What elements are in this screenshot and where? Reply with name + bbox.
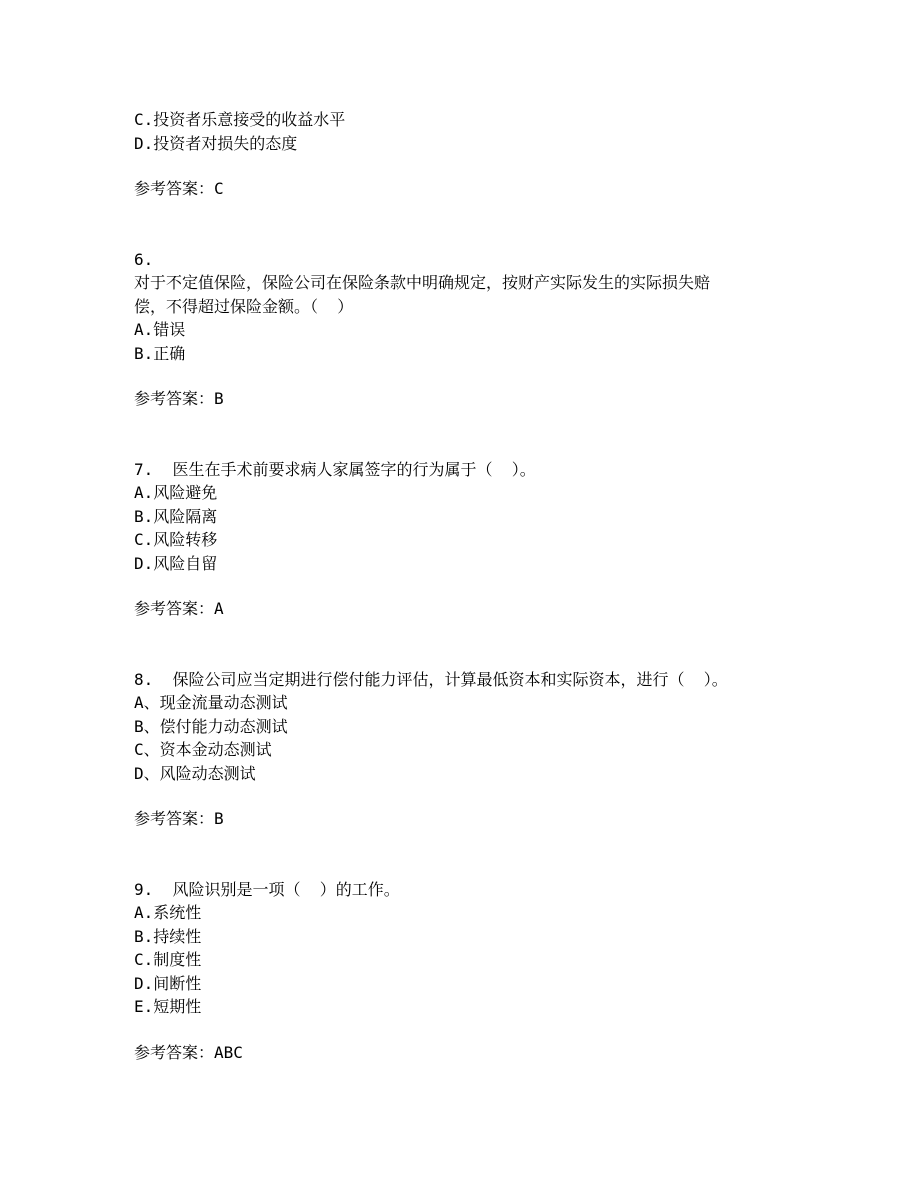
question-fragment (134, 108, 814, 201)
question-number: 9. (134, 879, 154, 899)
question-heading (134, 458, 814, 482)
option-b: B、偿付能力动态测试 (134, 716, 288, 736)
answer-line: 参考答案：B (134, 809, 224, 828)
question-heading (134, 878, 814, 902)
option-d: D.间断性 (134, 973, 202, 993)
question-stem: 风险识别是一项（ ）的工作。 (172, 879, 400, 899)
option-a: A.系统性 (134, 903, 202, 922)
answer-line: 参考答案：B (134, 389, 224, 408)
question-number: 8. (134, 669, 154, 689)
option-a: A.错误 (134, 320, 186, 339)
question-stem-line-2: 偿，不得超过保险金额。（ ） (134, 296, 354, 316)
answer-line: 参考答案：ABC (134, 1042, 243, 1062)
option-c: C.制度性 (134, 950, 202, 969)
answer-line: 参考答案：C (134, 179, 224, 198)
option-a: A.风险避免 (134, 483, 218, 502)
option-d: D.投资者对损失的态度 (134, 133, 298, 153)
option-e: E.短期性 (134, 997, 202, 1016)
question-number: 7. (134, 459, 154, 479)
option-c: C.风险转移 (134, 530, 218, 549)
question-9 (134, 878, 814, 1065)
exam-document (134, 108, 814, 1064)
question-number: 6. (134, 249, 154, 269)
option-b: B.持续性 (134, 926, 202, 946)
question-stem: 医生在手术前要求病人家属签字的行为属于（ ）。 (172, 459, 536, 479)
question-stem: 保险公司应当定期进行偿付能力评估，计算最低资本和实际资本，进行（ ）。 (172, 669, 728, 689)
option-a: A、现金流量动态测试 (134, 693, 288, 712)
question-6 (134, 248, 814, 411)
answer-line: 参考答案：A (134, 599, 224, 618)
option-b: B.正确 (134, 343, 186, 363)
question-8 (134, 668, 814, 831)
option-d: D.风险自留 (134, 553, 218, 573)
option-b: B.风险隔离 (134, 506, 218, 526)
option-d: D、风险动态测试 (134, 763, 256, 783)
question-7 (134, 458, 814, 621)
option-c: C.投资者乐意接受的收益水平 (134, 110, 346, 129)
option-c: C、资本金动态测试 (134, 740, 272, 759)
question-stem-line-1: 对于不定值保险，保险公司在保险条款中明确规定，按财产实际发生的实际损失赔 (134, 273, 711, 292)
question-heading (134, 668, 814, 692)
